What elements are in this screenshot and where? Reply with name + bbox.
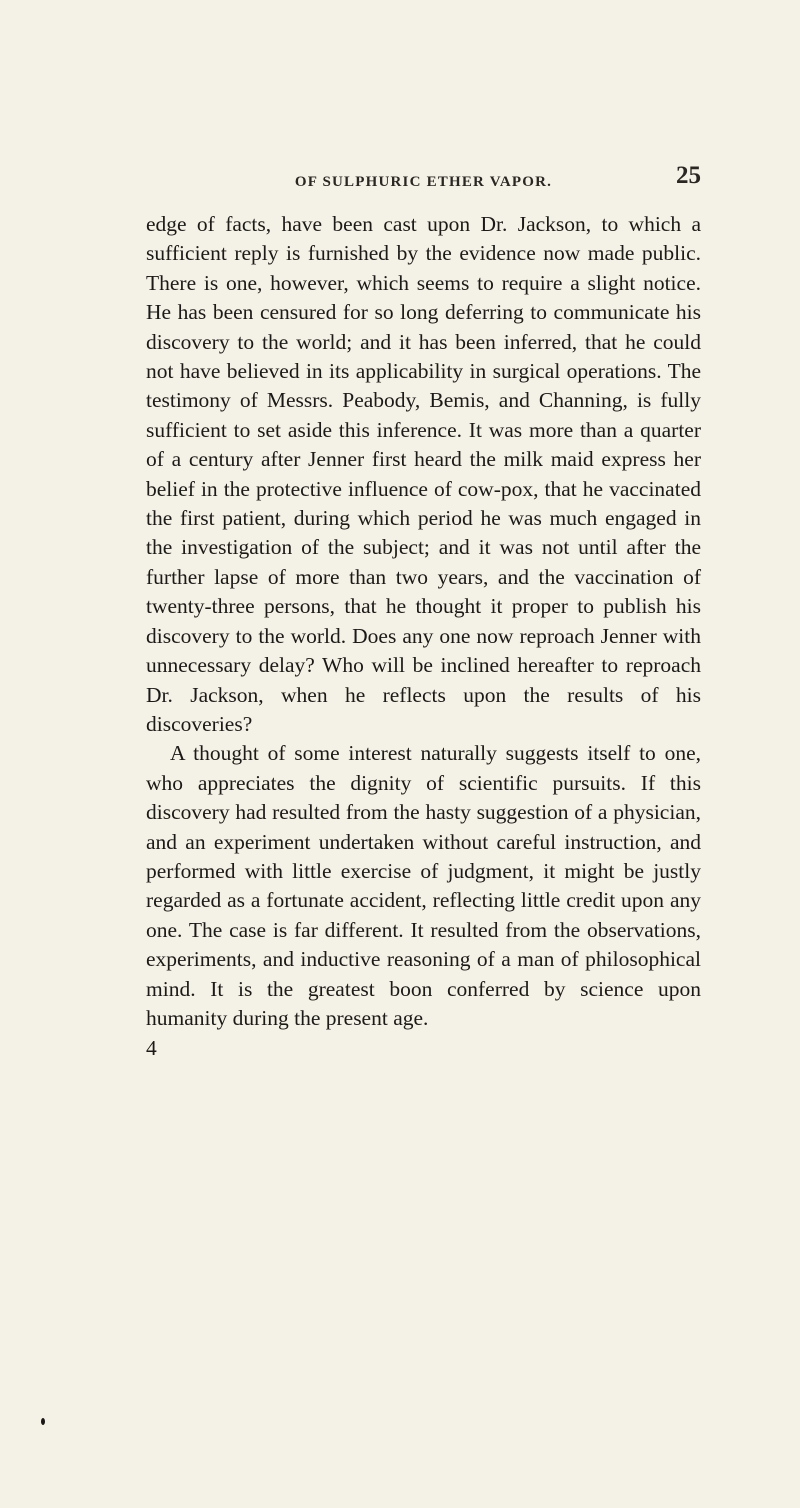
page-number: 25 bbox=[676, 162, 701, 189]
running-head bbox=[146, 162, 701, 196]
paragraph-2: A thought of some interest naturally suggests itself to one, who appreciates the dignity of scientific pursuits. If this discovery had resulted from the hasty suggestion of a physician, and an experiment undertaken without careful instruction, and performed with little exercise of judgment, it might be justly regarded as a fortunate accident, reflecting little credit upon any one. The case is far different. It resulted from the observations, experiments, and inductive reasoning of a man of philosophical mind. It is the greatest boon conferred by science upon humanity during the present age. bbox=[146, 741, 701, 1030]
ink-spot bbox=[41, 1418, 45, 1425]
paragraph-1: edge of facts, have been cast upon Dr. Jackson, to which a sufficient reply is furnished by the evidence now made public. There is one, however, which seems to require a slight notice. He has been censured for so long deferring to communicate his discovery to the world; and it has been inferred, that he could not have believed in its applicability in surgical operations. The testimony of Messrs. Peabody, Bemis, and Channing, is fully sufficient to set aside this inference. It was more than a quarter of a century after Jenner first heard the milk maid express her belief in the protective influence of cow-pox, that he vaccinated the first patient, during which period he was much engaged in the investigation of the subject; and it was not until after the further lapse of more than two years, and the vaccination of twenty-three persons, that he thought it proper to publish his discovery to the world. Does any one now reproach Jenner with unnecessary delay? Who will be inclined hereafter to reproach Dr. Jackson, when he reflects upon the results of his discoveries? bbox=[146, 212, 701, 736]
signature-mark: 4 bbox=[146, 1036, 157, 1060]
body-text bbox=[146, 210, 701, 1033]
running-title: OF SULPHURIC ETHER VAPOR. bbox=[294, 174, 553, 190]
